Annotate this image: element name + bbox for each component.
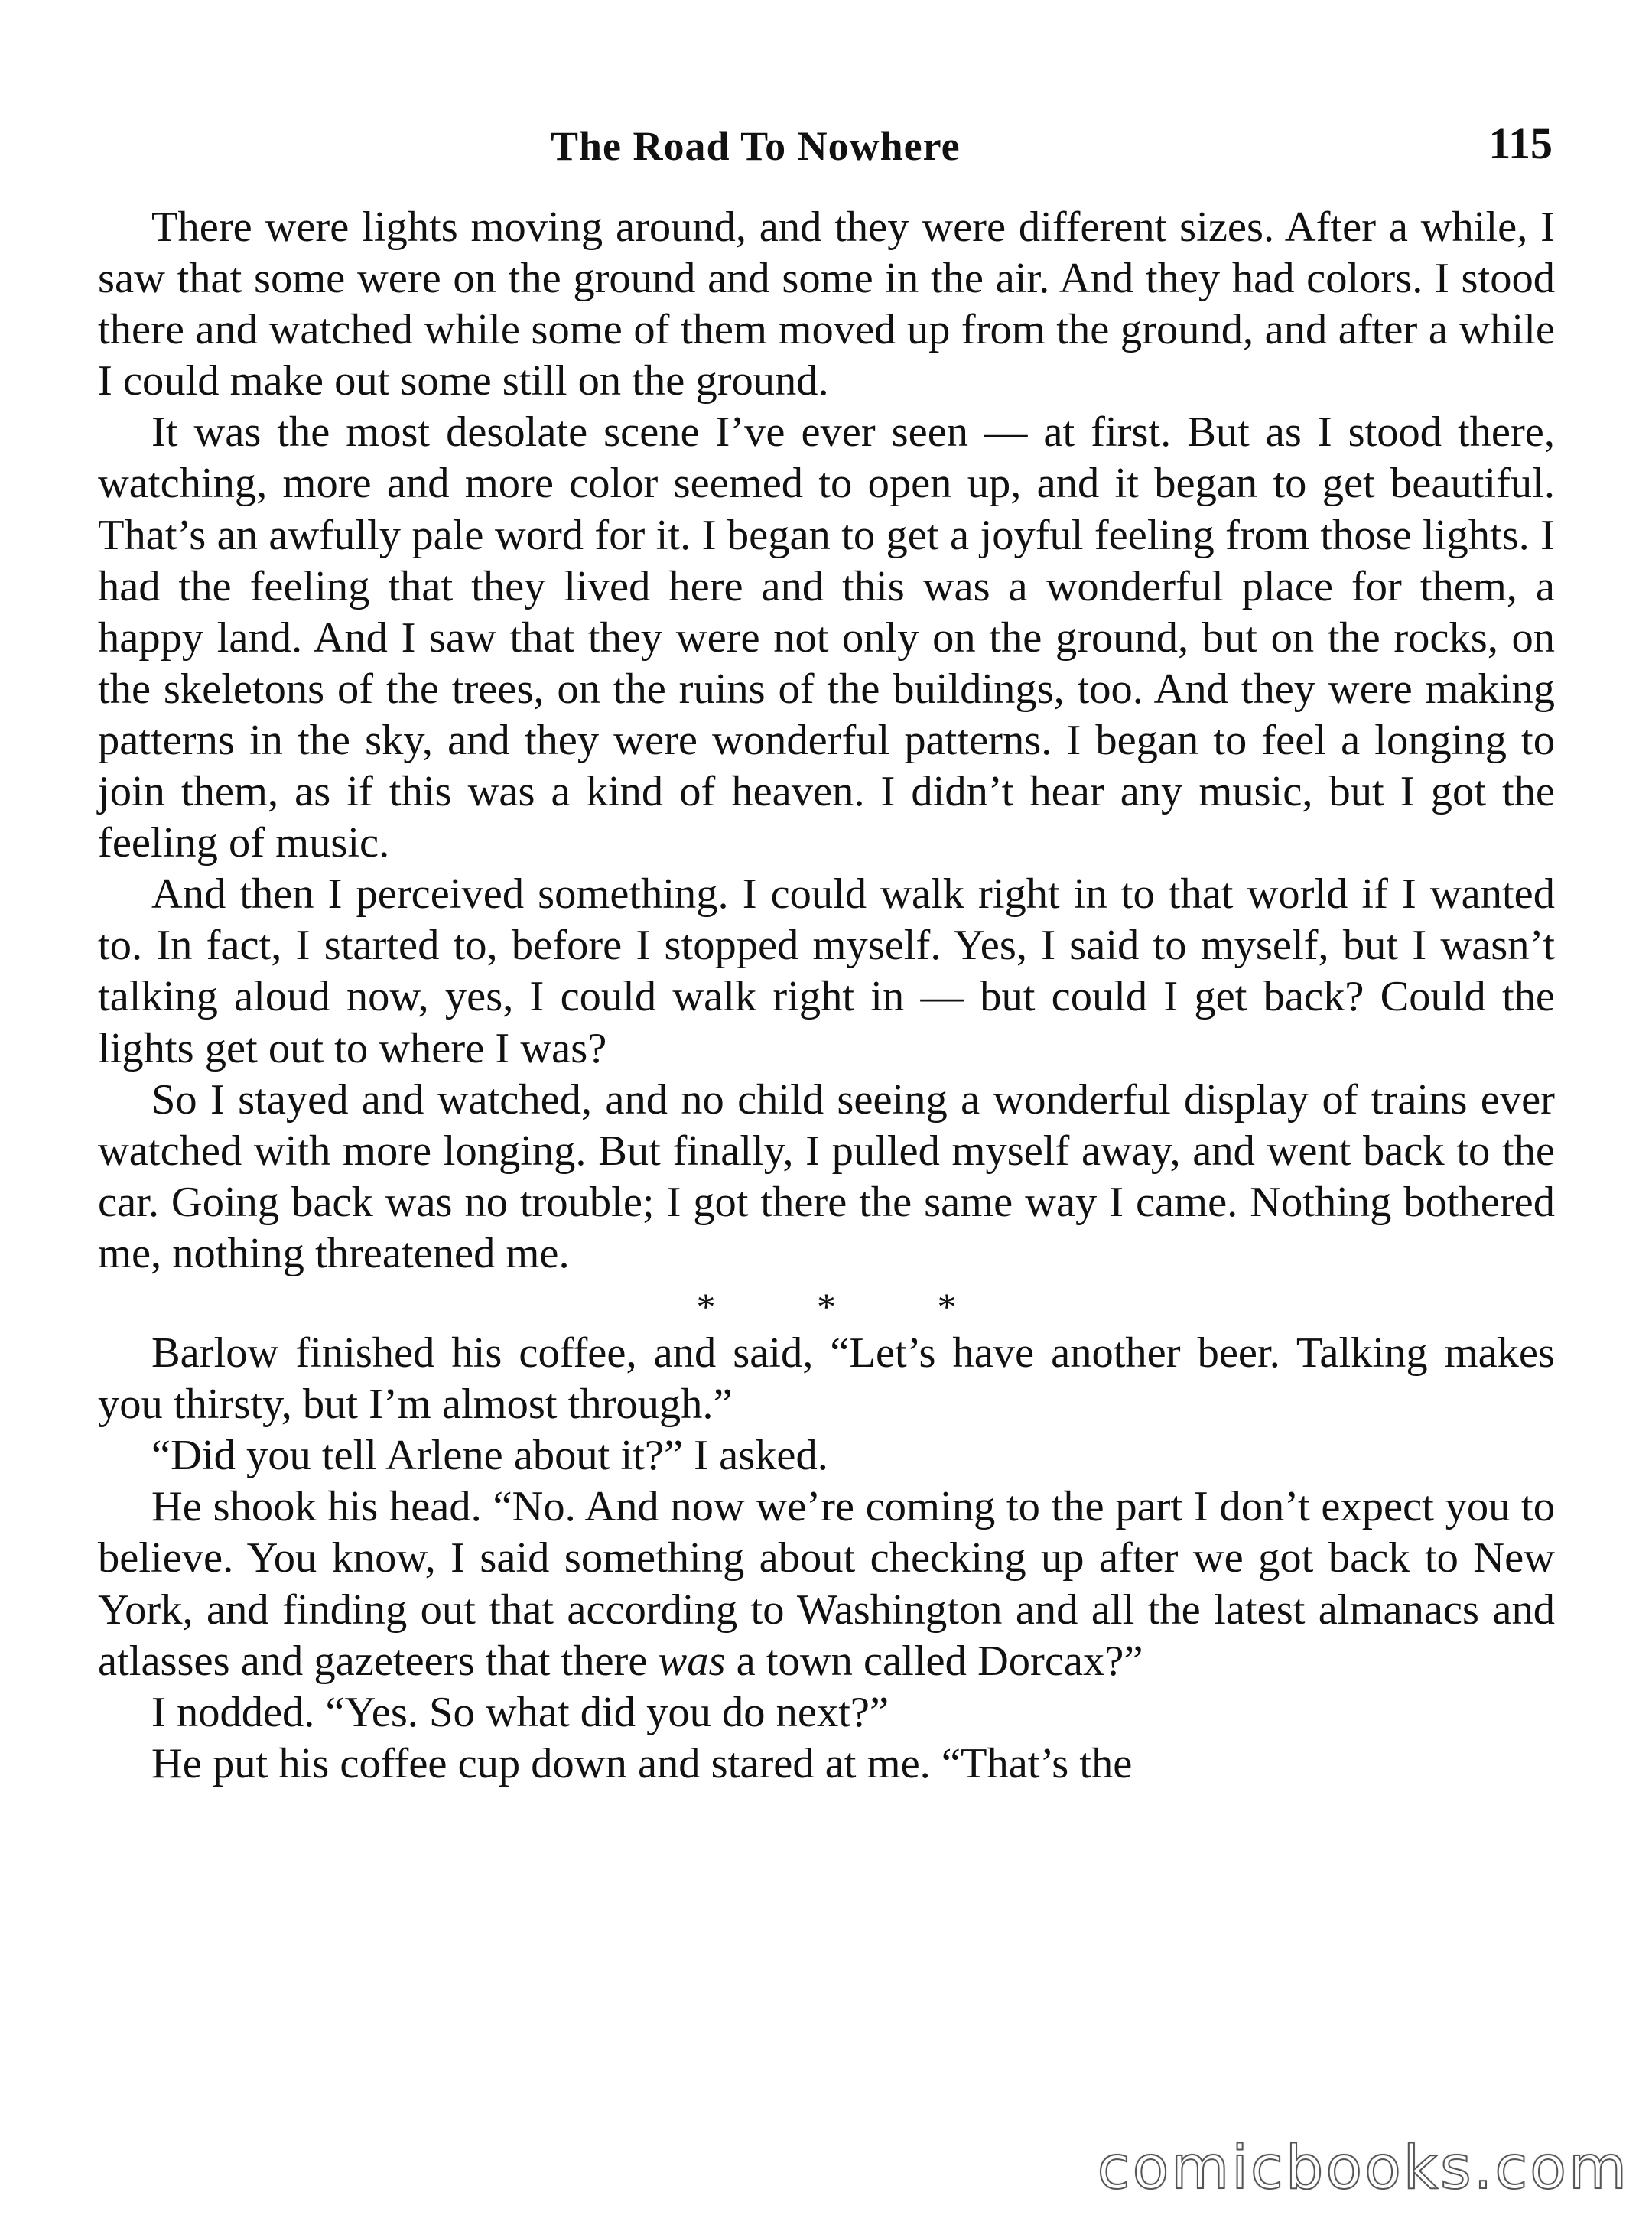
running-header <box>0 119 1652 184</box>
page-number: 115 <box>1488 119 1553 168</box>
paragraph <box>98 1481 1555 1686</box>
body-text <box>98 202 1555 1790</box>
watermark: comicbooks.com <box>1097 2134 1629 2203</box>
paragraph: “Did you tell Arlene about it?” I asked. <box>151 1432 828 1480</box>
paragraph: There were lights moving around, and they were different sizes. After a while, I saw that some were on the ground and some in the air. And they had colors. I stood there and watched while some of them moved up from the ground, and after a while I could make out some still on the ground. <box>98 203 1555 405</box>
paragraph: He put his coffee cup down and stared at me. “That’s the <box>151 1739 1133 1787</box>
emphasized-word: was <box>658 1637 726 1685</box>
running-title: The Road To Nowhere <box>551 123 961 169</box>
paragraph: I nodded. “Yes. So what did you do next?” <box>151 1688 889 1736</box>
paragraph: And then I perceived something. I could walk right in to that world if I wanted to. In fact, I started to, before I stopped myself. Yes, I said to myself, but I wasn’t talking aloud now, yes, I could walk right in — but could I get back? Could the lights get out to where I was? <box>98 870 1555 1072</box>
paragraph: It was the most desolate scene I’ve ever seen — at first. But as I stood there, watching, more and more color seemed to open up, and it began to get beautiful. That’s an awfully pale word for it. I began to get a joyful feeling from those lights. I had the feeling that they lived here and this was a wonderful place for them, a happy land. And I saw that they were not only on the ground, but on the rocks, on the skeletons of the trees, on the ruins of the buildings, too. And they were making patterns in the sky, and they were wonderful patterns. I began to feel a longing to join them, as if this was a kind of heaven. I didn’t hear any music, but I got the feeling of music. <box>98 408 1555 867</box>
section-break: * * * <box>696 1284 957 1328</box>
paragraph-text: He shook his head. “No. And now we’re coming to the part I don’t expect you to believe. You know, I said something about checking up after we got back to New York, and finding out that according to Washington and all the latest almanacs and atlasses and gazeteers that there <box>98 1483 1555 1685</box>
paragraph: So I stayed and watched, and no child seeing a wonderful display of trains ever watched with more longing. But finally, I pulled myself away, and went back to the car. Going back was no trouble; I got there the same way I came. Nothing bothered me, nothing threatened me. <box>98 1075 1555 1277</box>
paragraph: Barlow finished his coffee, and said, “Let’s have another beer. Talking makes you thirsty, but I’m almost through.” <box>98 1329 1555 1429</box>
paragraph-text: a town called Dorcax?” <box>725 1637 1143 1685</box>
